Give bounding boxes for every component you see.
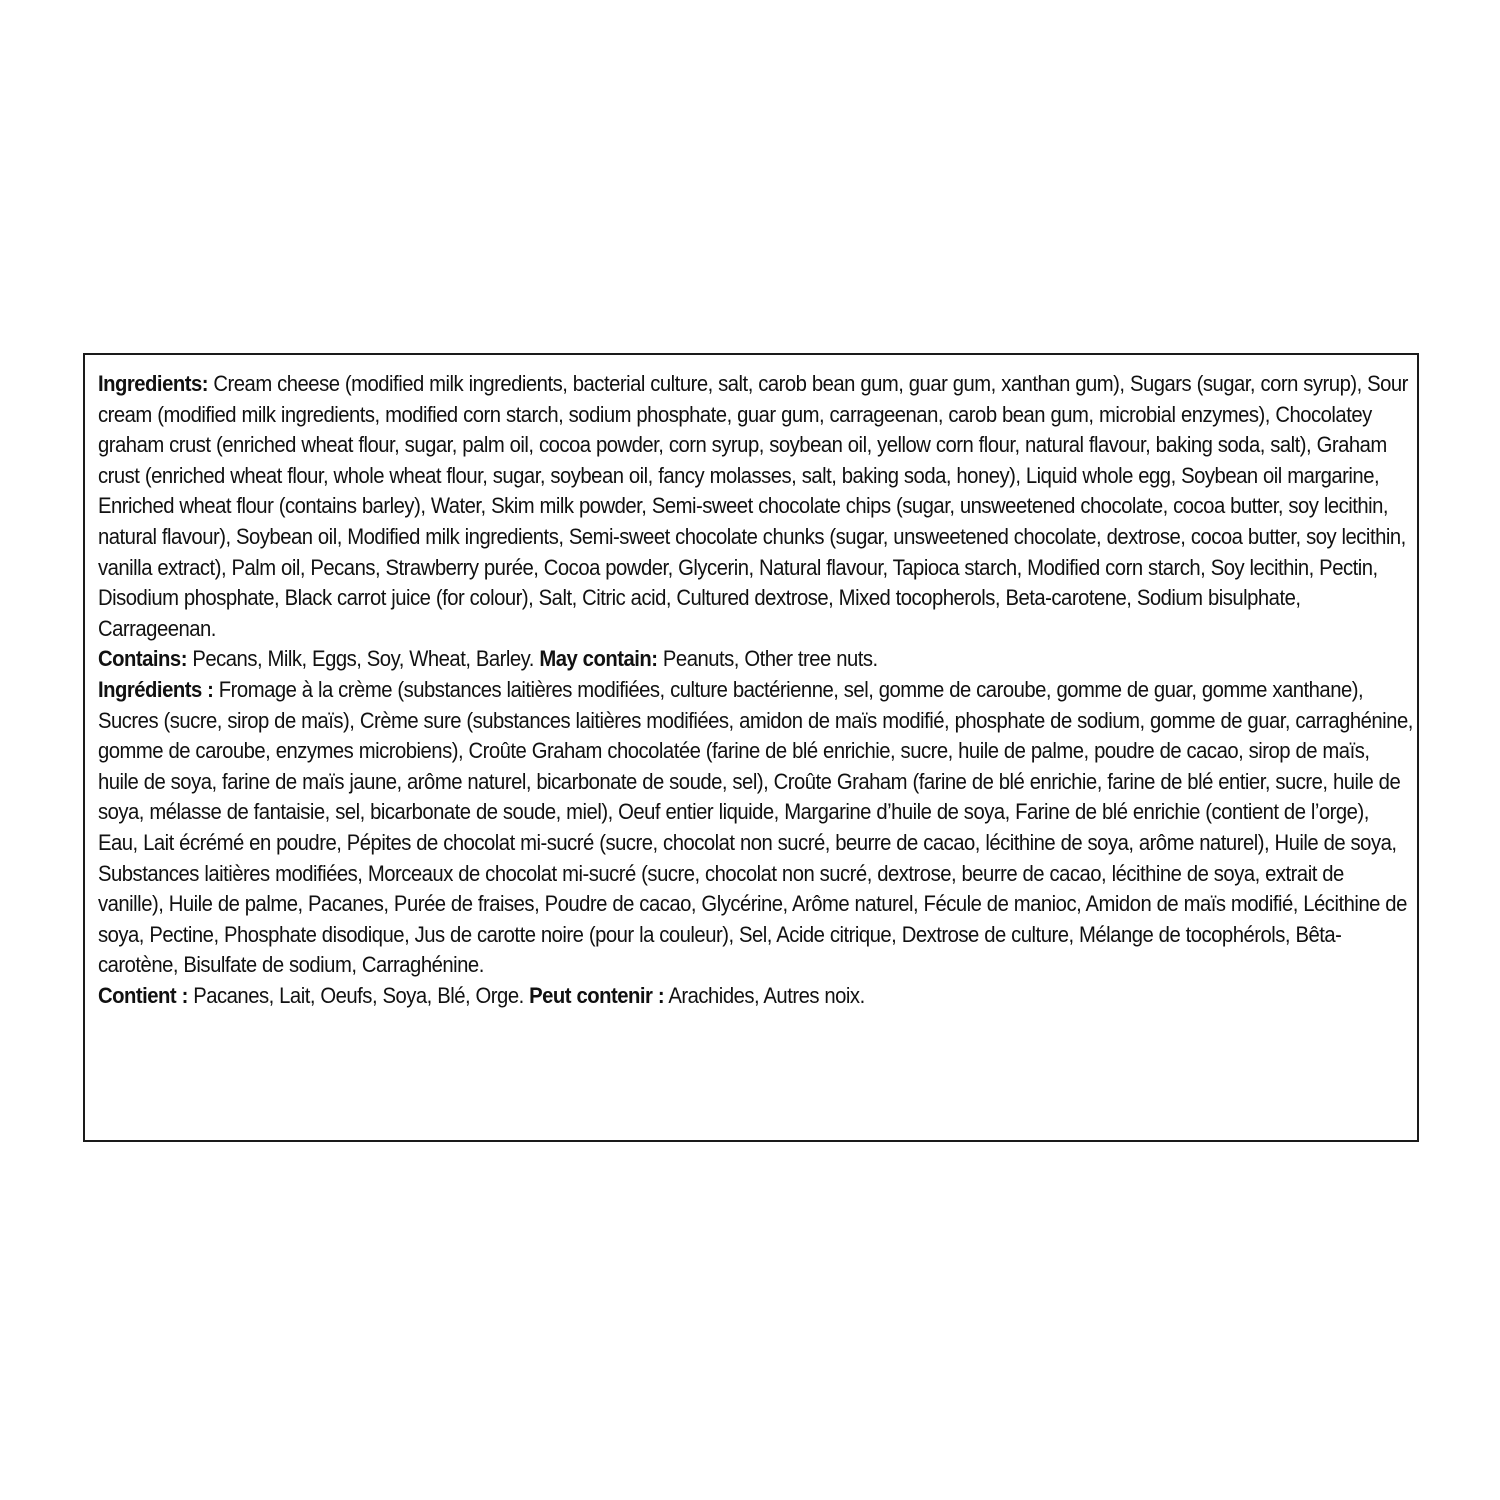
english-may-contain-label: May contain:: [539, 646, 658, 672]
english-ingredients-label: Ingredients:: [98, 371, 208, 396]
english-allergen-paragraph: [98, 644, 1414, 675]
english-may-contain-text: Peanuts, Other tree nuts.: [657, 646, 878, 672]
french-may-contain-label: Peut contenir :: [529, 982, 665, 1008]
french-contains-text: Pacanes, Lait, Oeufs, Soya, Blé, Orge.: [187, 982, 530, 1008]
french-allergen-paragraph: [98, 981, 1414, 1012]
french-ingredients-paragraph: [98, 675, 1414, 981]
french-ingredients-label: Ingrédients :: [98, 676, 214, 702]
french-contains-label: Contient :: [98, 982, 188, 1008]
french-ingredients-text: Fromage à la crème (substances laitières modifiées, culture bactérienne, sel, gomme de caroube, gomme de guar, gomme xanthane), Sucres (sucre, sirop de maïs), Crème sure (substances laitières modifiées, amidon de maïs modifié, phosphate de sodium, gomme de guar, carraghénine, gomme de caroube, enzymes microbiens), Croûte Graham chocolatée (farine de blé enrichie, sucre, huile de palme, poudre de cacao, sirop de maïs, huile de soya, farine de maïs jaune, arôme naturel, bicarbonate de soude, sel), Croûte Graham (farine de blé enrichie, farine de blé entier, sucre, huile de soya, mélasse de fantaisie, sel, bicarbonate de soude, miel), Oeuf entier liquide, Margarine d’huile de soya, Farine de blé enrichie (contient de l’orge), Eau, Lait écrémé en poudre, Pépites de chocolat mi-sucré (sucre, chocolat non sucré, beurre de cacao, lécithine de soya, arôme naturel), Huile de soya, Substances laitières modifiées, Morceaux de chocolat mi-sucré (sucre, chocolat non sucré, dextrose, beurre de cacao, lécithine de soya, extrait de vanille), Huile de palme, Pacanes, Purée de fraises, Poudre de cacao, Glycérine, Arôme naturel, Fécule de manioc, Amidon de maïs modifié, Lécithine de soya, Pectine, Phosphate disodique, Jus de carotte noire (pour la couleur), Sel, Acide citrique, Dextrose de culture, Mélange de tocophérols, Bêta-carotène, Bisulfate de sodium, Carraghénine.: [98, 676, 1413, 978]
ingredients-panel: [83, 353, 1419, 1142]
english-ingredients-text: Cream cheese (modified milk ingredients, bacterial culture, salt, carob bean gum, guar gum, xanthan gum), Sugars (sugar, corn syrup), Sour cream (modified milk ingredients, modified corn starch, sodium phosphate, guar gum, carrageenan, carob bean gum, microbial enzymes), Chocolatey graham crust (enriched wheat flour, sugar, palm oil, cocoa powder, corn syrup, soybean oil, yellow corn flour, natural flavour, baking soda, salt), Graham crust (enriched wheat flour, whole wheat flour, sugar, soybean oil, fancy molasses, salt, baking soda, honey), Liquid whole egg, Soybean oil margarine, Enriched wheat flour (contains barley), Water, Skim milk powder, Semi-sweet chocolate chips (sugar, unsweetened chocolate, cocoa butter, soy lecithin, natural flavour), Soybean oil, Modified milk ingredients, Semi-sweet chocolate chunks (sugar, unsweetened chocolate, dextrose, cocoa butter, soy lecithin, vanilla extract), Palm oil, Pecans, Strawberry purée, Cocoa powder, Glycerin, Natural flavour, Tapioca starch, Modified corn starch, Soy lecithin, Pectin, Disodium phosphate, Black carrot juice (for colour), Salt, Citric acid, Cultured dextrose, Mixed tocopherols, Beta-carotene, Sodium bisulphate, Carrageenan.: [98, 371, 1408, 641]
english-contains-text: Pecans, Milk, Eggs, Soy, Wheat, Barley.: [186, 646, 540, 672]
french-may-contain-text: Arachides, Autres noix.: [664, 982, 865, 1008]
english-contains-label: Contains:: [98, 646, 187, 672]
english-ingredients-paragraph: [98, 369, 1414, 644]
